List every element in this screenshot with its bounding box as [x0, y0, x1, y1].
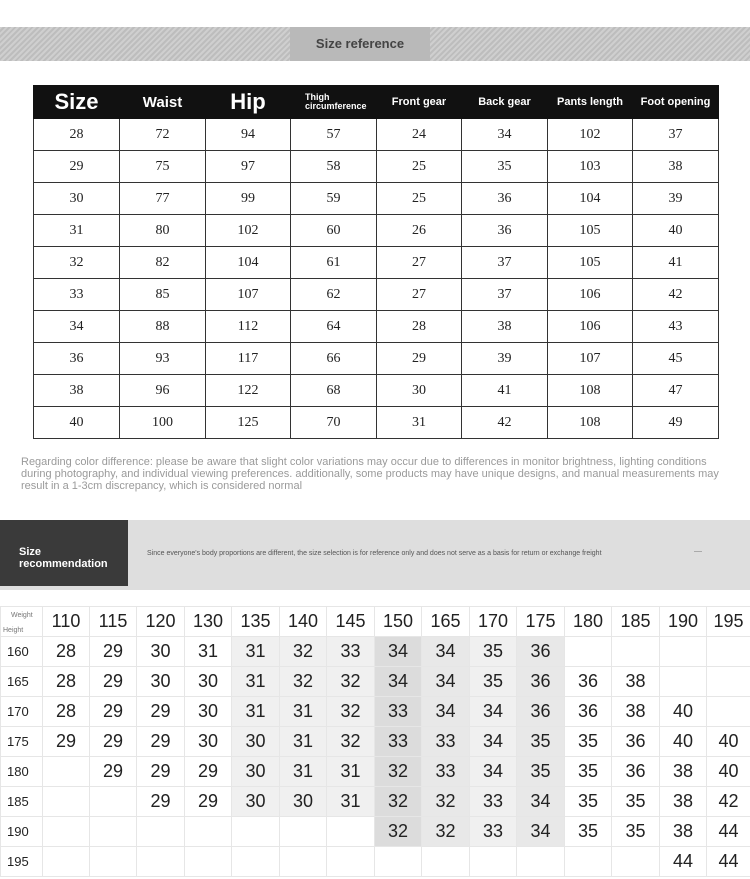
recommended-size-cell: 30 — [280, 787, 327, 817]
recommended-size-cell: 38 — [660, 757, 707, 787]
cell-front-gear: 25 — [377, 183, 462, 215]
header-pants-length: Pants length — [548, 86, 633, 119]
cell-foot-opening: 38 — [633, 151, 719, 183]
height-row — [1, 847, 750, 877]
recommended-size-cell — [707, 637, 750, 667]
recommended-size-cell: 31 — [327, 757, 375, 787]
cell-front-gear: 27 — [377, 279, 462, 311]
banner-title-plate — [290, 27, 430, 61]
recommended-size-cell — [375, 847, 422, 877]
height-label-cell: 175 — [1, 727, 43, 757]
recommended-size-cell: 29 — [43, 727, 90, 757]
decorative-mark-icon — [694, 551, 702, 556]
size-table-row — [34, 311, 719, 343]
cell-hip: 112 — [206, 311, 291, 343]
recommended-size-cell — [707, 697, 750, 727]
recommended-size-cell: 35 — [565, 787, 612, 817]
recommended-size-cell: 40 — [660, 727, 707, 757]
cell-front-gear: 30 — [377, 375, 462, 407]
cell-pants-length: 105 — [548, 215, 633, 247]
cell-thigh: 62 — [291, 279, 377, 311]
recommended-size-cell — [232, 847, 280, 877]
weight-header-cell: 175 — [517, 607, 565, 637]
recommended-size-cell: 34 — [470, 757, 517, 787]
cell-foot-opening: 41 — [633, 247, 719, 279]
weight-header-cell: 145 — [327, 607, 375, 637]
recommended-size-cell: 32 — [375, 817, 422, 847]
header-foot-opening: Foot opening — [633, 86, 719, 119]
size-table-row — [34, 151, 719, 183]
recommended-size-cell — [43, 757, 90, 787]
cell-waist: 80 — [120, 215, 206, 247]
height-label-cell: 160 — [1, 637, 43, 667]
recommended-size-cell: 29 — [90, 727, 137, 757]
cell-hip: 99 — [206, 183, 291, 215]
recommended-size-cell: 32 — [375, 787, 422, 817]
height-row — [1, 757, 750, 787]
cell-hip: 102 — [206, 215, 291, 247]
weight-header-cell: 140 — [280, 607, 327, 637]
recommended-size-cell: 30 — [185, 667, 232, 697]
recommended-size-cell — [280, 817, 327, 847]
recommended-size-cell: 29 — [137, 697, 185, 727]
cell-pants-length: 108 — [548, 375, 633, 407]
recommended-size-cell: 34 — [375, 667, 422, 697]
recommended-size-cell — [422, 847, 470, 877]
height-row — [1, 697, 750, 727]
cell-waist: 85 — [120, 279, 206, 311]
cell-waist: 93 — [120, 343, 206, 375]
cell-front-gear: 27 — [377, 247, 462, 279]
recommended-size-cell: 36 — [517, 667, 565, 697]
cell-back-gear: 38 — [462, 311, 548, 343]
recommended-size-cell: 31 — [232, 667, 280, 697]
recommended-size-cell: 34 — [517, 817, 565, 847]
size-recommendation-bar — [0, 520, 750, 590]
recommended-size-cell — [612, 637, 660, 667]
recommended-size-cell: 38 — [612, 667, 660, 697]
recommended-size-cell: 44 — [707, 817, 750, 847]
size-reference-title: Size reference — [315, 36, 405, 51]
recommended-size-cell: 32 — [422, 787, 470, 817]
recommended-size-cell: 29 — [90, 697, 137, 727]
weight-header-cell: 130 — [185, 607, 232, 637]
cell-waist: 82 — [120, 247, 206, 279]
recommended-size-cell: 31 — [280, 697, 327, 727]
cell-pants-length: 103 — [548, 151, 633, 183]
recommended-size-cell — [707, 667, 750, 697]
cell-back-gear: 39 — [462, 343, 548, 375]
recommended-size-cell: 28 — [43, 697, 90, 727]
recommended-size-cell: 40 — [707, 727, 750, 757]
recommended-size-cell — [565, 637, 612, 667]
recommended-size-cell: 33 — [470, 787, 517, 817]
recommended-size-cell — [43, 847, 90, 877]
recommended-size-cell: 34 — [517, 787, 565, 817]
cell-pants-length: 106 — [548, 279, 633, 311]
recommended-size-cell: 33 — [375, 697, 422, 727]
recommended-size-cell — [565, 847, 612, 877]
recommended-size-cell: 30 — [232, 787, 280, 817]
recommended-size-cell: 34 — [375, 637, 422, 667]
recommended-size-cell: 29 — [137, 757, 185, 787]
cell-thigh: 64 — [291, 311, 377, 343]
recommended-size-cell: 30 — [232, 727, 280, 757]
recommended-size-cell: 32 — [280, 667, 327, 697]
color-difference-disclaimer: Regarding color difference: please be aware that slight color variations may occur due to differences in monitor brightness, lighting conditions during photography, and individual viewing preferences. additionally, some products may have unique designs, and manual measurements may result in a 1-3cm discrepancy, which is considered normal — [21, 456, 719, 492]
recommended-size-cell: 32 — [327, 697, 375, 727]
cell-back-gear: 37 — [462, 279, 548, 311]
cell-thigh: 58 — [291, 151, 377, 183]
cell-thigh: 60 — [291, 215, 377, 247]
recommended-size-cell: 35 — [517, 757, 565, 787]
height-row — [1, 727, 750, 757]
weight-header-cell: 190 — [660, 607, 707, 637]
cell-front-gear: 31 — [377, 407, 462, 439]
recommended-size-cell: 30 — [137, 667, 185, 697]
recommended-size-cell — [660, 637, 707, 667]
cell-size: 31 — [34, 215, 120, 247]
recommended-size-cell: 35 — [565, 817, 612, 847]
recommended-size-cell: 32 — [375, 757, 422, 787]
recommended-size-cell: 33 — [470, 817, 517, 847]
recommended-size-cell: 28 — [43, 637, 90, 667]
cell-waist: 72 — [120, 119, 206, 151]
size-reference-banner — [0, 27, 750, 61]
recommended-size-cell: 32 — [422, 817, 470, 847]
cell-foot-opening: 42 — [633, 279, 719, 311]
cell-foot-opening: 40 — [633, 215, 719, 247]
cell-pants-length: 102 — [548, 119, 633, 151]
cell-hip: 107 — [206, 279, 291, 311]
cell-foot-opening: 37 — [633, 119, 719, 151]
weight-header-cell: 165 — [422, 607, 470, 637]
recommended-size-cell: 35 — [470, 667, 517, 697]
size-table-row — [34, 279, 719, 311]
cell-pants-length: 106 — [548, 311, 633, 343]
cell-thigh: 61 — [291, 247, 377, 279]
recommended-size-cell: 34 — [422, 697, 470, 727]
size-table-row — [34, 183, 719, 215]
recommended-size-cell: 32 — [280, 637, 327, 667]
header-size: Size — [34, 86, 120, 119]
cell-hip: 122 — [206, 375, 291, 407]
cell-front-gear: 24 — [377, 119, 462, 151]
recommended-size-cell — [90, 787, 137, 817]
recommended-size-cell: 33 — [422, 757, 470, 787]
height-label-cell: 170 — [1, 697, 43, 727]
size-recommendation-grid — [0, 606, 750, 877]
recommended-size-cell: 35 — [470, 637, 517, 667]
cell-front-gear: 29 — [377, 343, 462, 375]
recommended-size-cell: 30 — [232, 757, 280, 787]
recommended-size-cell: 31 — [232, 697, 280, 727]
size-table-row — [34, 343, 719, 375]
cell-back-gear: 36 — [462, 183, 548, 215]
cell-back-gear: 35 — [462, 151, 548, 183]
header-front-gear: Front gear — [377, 86, 462, 119]
cell-back-gear: 34 — [462, 119, 548, 151]
cell-front-gear: 26 — [377, 215, 462, 247]
size-table-row — [34, 375, 719, 407]
header-waist: Waist — [120, 86, 206, 119]
recommended-size-cell: 35 — [612, 787, 660, 817]
recommended-size-cell: 34 — [470, 727, 517, 757]
weight-header-cell: 110 — [43, 607, 90, 637]
cell-size: 33 — [34, 279, 120, 311]
recommended-size-cell — [43, 787, 90, 817]
recommended-size-cell: 40 — [660, 697, 707, 727]
size-table-row — [34, 119, 719, 151]
height-row — [1, 667, 750, 697]
cell-back-gear: 36 — [462, 215, 548, 247]
recommended-size-cell: 38 — [660, 817, 707, 847]
recommended-size-cell: 38 — [612, 697, 660, 727]
recommended-size-cell — [232, 817, 280, 847]
cell-size: 34 — [34, 311, 120, 343]
recommended-size-cell — [280, 847, 327, 877]
size-recommendation-title: Size recommendation — [19, 546, 108, 570]
weight-header-cell: 185 — [612, 607, 660, 637]
recommended-size-cell: 31 — [185, 637, 232, 667]
weight-header-cell: 120 — [137, 607, 185, 637]
recommended-size-cell — [137, 817, 185, 847]
cell-size: 38 — [34, 375, 120, 407]
cell-front-gear: 25 — [377, 151, 462, 183]
corner-height-label: Height — [3, 627, 24, 634]
recommended-size-cell: 29 — [90, 757, 137, 787]
recommended-size-cell: 34 — [422, 637, 470, 667]
recommended-size-cell: 36 — [612, 727, 660, 757]
cell-hip: 97 — [206, 151, 291, 183]
recommended-size-cell: 38 — [660, 787, 707, 817]
recommended-size-cell — [185, 817, 232, 847]
recommended-size-cell: 40 — [707, 757, 750, 787]
cell-pants-length: 104 — [548, 183, 633, 215]
recommended-size-cell: 36 — [517, 637, 565, 667]
height-label-cell: 185 — [1, 787, 43, 817]
header-thigh: Thigh circumference — [291, 86, 377, 119]
cell-size: 30 — [34, 183, 120, 215]
recommended-size-cell: 36 — [565, 667, 612, 697]
weight-header-cell: 180 — [565, 607, 612, 637]
cell-pants-length: 105 — [548, 247, 633, 279]
cell-waist: 88 — [120, 311, 206, 343]
recommended-size-cell: 34 — [470, 697, 517, 727]
recommended-size-cell: 33 — [375, 727, 422, 757]
cell-back-gear: 37 — [462, 247, 548, 279]
cell-size: 28 — [34, 119, 120, 151]
size-reference-table — [33, 85, 719, 439]
cell-size: 40 — [34, 407, 120, 439]
height-row — [1, 787, 750, 817]
recommended-size-cell: 34 — [422, 667, 470, 697]
height-label-cell: 180 — [1, 757, 43, 787]
recommended-size-cell: 42 — [707, 787, 750, 817]
weight-header-cell: 150 — [375, 607, 422, 637]
recommended-size-cell: 35 — [565, 757, 612, 787]
cell-foot-opening: 39 — [633, 183, 719, 215]
recommended-size-cell — [90, 847, 137, 877]
recommended-size-cell: 31 — [280, 727, 327, 757]
recommended-size-cell: 32 — [327, 727, 375, 757]
size-table-row — [34, 215, 719, 247]
recommended-size-cell — [517, 847, 565, 877]
recommended-size-cell: 31 — [327, 787, 375, 817]
header-hip: Hip — [206, 86, 291, 119]
weight-header-cell: 135 — [232, 607, 280, 637]
corner-cell — [1, 607, 43, 637]
cell-size: 29 — [34, 151, 120, 183]
height-row — [1, 817, 750, 847]
cell-thigh: 68 — [291, 375, 377, 407]
recommended-size-cell: 31 — [232, 637, 280, 667]
weight-header-cell: 170 — [470, 607, 517, 637]
recommended-size-cell — [470, 847, 517, 877]
recommended-size-cell: 29 — [137, 787, 185, 817]
header-back-gear: Back gear — [462, 86, 548, 119]
cell-thigh: 66 — [291, 343, 377, 375]
cell-hip: 125 — [206, 407, 291, 439]
cell-foot-opening: 47 — [633, 375, 719, 407]
size-table-row — [34, 407, 719, 439]
recommended-size-cell — [327, 817, 375, 847]
corner-weight-label: Weight — [11, 612, 33, 619]
recommended-size-cell: 35 — [612, 817, 660, 847]
cell-waist: 96 — [120, 375, 206, 407]
cell-size: 36 — [34, 343, 120, 375]
cell-foot-opening: 43 — [633, 311, 719, 343]
recommended-size-cell: 28 — [43, 667, 90, 697]
recommended-size-cell: 29 — [185, 787, 232, 817]
recommended-size-cell: 29 — [137, 727, 185, 757]
recommended-size-cell: 29 — [90, 637, 137, 667]
recommended-size-cell: 36 — [565, 697, 612, 727]
recommended-size-cell: 35 — [517, 727, 565, 757]
size-table-header-row — [34, 86, 719, 119]
cell-pants-length: 107 — [548, 343, 633, 375]
cell-hip: 117 — [206, 343, 291, 375]
recommended-size-cell: 30 — [185, 727, 232, 757]
recommended-size-cell: 35 — [565, 727, 612, 757]
recommended-size-cell: 32 — [327, 667, 375, 697]
height-row — [1, 637, 750, 667]
recommended-size-cell: 33 — [327, 637, 375, 667]
cell-waist: 77 — [120, 183, 206, 215]
recommended-size-cell — [43, 817, 90, 847]
size-recommendation-note: Since everyone's body proportions are different, the size selection is for reference only and does not serve as a basis for return or exchange freight — [147, 550, 602, 557]
recommended-size-cell: 30 — [137, 637, 185, 667]
recommended-size-cell: 30 — [185, 697, 232, 727]
cell-waist: 100 — [120, 407, 206, 439]
cell-foot-opening: 45 — [633, 343, 719, 375]
weight-header-cell: 115 — [90, 607, 137, 637]
recommended-size-cell — [137, 847, 185, 877]
size-recommendation-label — [0, 520, 128, 586]
cell-hip: 94 — [206, 119, 291, 151]
recommended-size-cell — [660, 667, 707, 697]
cell-foot-opening: 49 — [633, 407, 719, 439]
recommended-size-cell: 36 — [517, 697, 565, 727]
cell-thigh: 57 — [291, 119, 377, 151]
recommended-size-cell: 31 — [280, 757, 327, 787]
height-label-cell: 195 — [1, 847, 43, 877]
recommended-size-cell — [612, 847, 660, 877]
recommended-size-cell — [327, 847, 375, 877]
recommended-size-cell — [185, 847, 232, 877]
recommended-size-cell — [90, 817, 137, 847]
recommended-size-cell: 36 — [612, 757, 660, 787]
cell-thigh: 59 — [291, 183, 377, 215]
cell-pants-length: 108 — [548, 407, 633, 439]
cell-back-gear: 42 — [462, 407, 548, 439]
cell-waist: 75 — [120, 151, 206, 183]
height-label-cell: 190 — [1, 817, 43, 847]
cell-back-gear: 41 — [462, 375, 548, 407]
cell-size: 32 — [34, 247, 120, 279]
cell-hip: 104 — [206, 247, 291, 279]
cell-front-gear: 28 — [377, 311, 462, 343]
recommended-size-cell: 44 — [660, 847, 707, 877]
recommended-size-cell: 29 — [90, 667, 137, 697]
height-label-cell: 165 — [1, 667, 43, 697]
weight-header-row — [1, 607, 750, 637]
recommended-size-cell: 44 — [707, 847, 750, 877]
cell-thigh: 70 — [291, 407, 377, 439]
recommended-size-cell: 29 — [185, 757, 232, 787]
recommended-size-cell: 33 — [422, 727, 470, 757]
weight-header-cell: 195 — [707, 607, 750, 637]
size-table-row — [34, 247, 719, 279]
